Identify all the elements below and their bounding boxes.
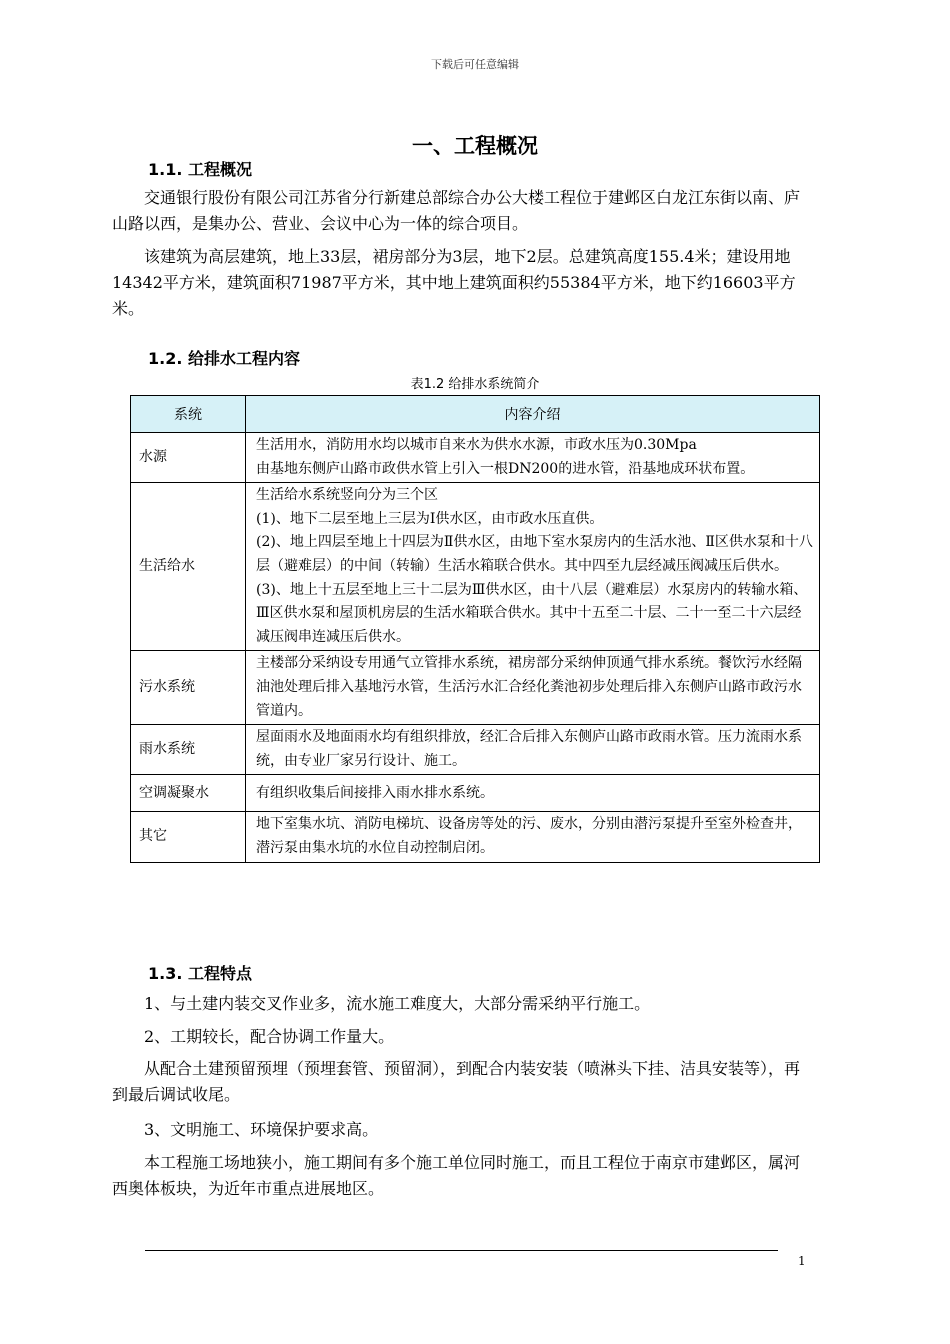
content-line: 生活给水系统竖向分为三个区 — [256, 487, 438, 504]
column-header-system: 系统 — [131, 396, 246, 433]
column-header-content: 内容介绍 — [246, 396, 820, 433]
table-row — [131, 725, 820, 775]
content-line: 有组织收集后间接排入雨水排水系统。 — [256, 784, 494, 801]
row-content — [246, 812, 820, 862]
table-row — [131, 812, 820, 862]
page-title: 一、工程概况 — [412, 134, 538, 158]
row-system-name: 污水系统 — [131, 651, 246, 725]
row-system-name: 生活给水 — [131, 483, 246, 651]
row-system-name: 水源 — [131, 433, 246, 483]
row-system-name: 雨水系统 — [131, 725, 246, 775]
section-1-3-paragraph-3: 从配合土建预留预埋（预埋套管、预留洞），到配合内装安装（喷淋头下挂、洁具安装等），再到最后调试收尾。 — [112, 1059, 801, 1104]
row-content — [246, 433, 820, 483]
content-line: 屋面雨水及地面雨水均有组织排放，经汇合后排入东侧庐山路市政雨水管。压力流雨水系统，由专业厂家另行设计、施工。 — [256, 729, 802, 769]
content-line: 生活用水，消防用水均以城市自来水为供水水源，市政水压为0.30Mpa — [256, 437, 697, 453]
row-content — [246, 483, 820, 651]
page-number: 1 — [798, 1254, 806, 1268]
section-1-2-heading: 1.2. 给排水工程内容 — [148, 349, 300, 368]
section-1-1-heading: 1.1. 工程概况 — [148, 160, 252, 179]
content-line: (3)、地上十五层至地上三十二层为Ⅲ供水区，由十八层（避难层）水泵房内的转输水箱、Ⅲ区供水泵和屋顶机房层的生活水箱联合供水。其中十五至二十层、二十一至二十六层经减压阀串连减压后供水。 — [256, 581, 808, 645]
content-line: (1)、地下二层至地上三层为Ⅰ供水区，由市政水压直供。 — [256, 510, 604, 527]
table-caption: 表1.2 给排水系统简介 — [410, 377, 540, 392]
content-line: 主楼部分采纳设专用通气立管排水系统，裙房部分采纳伸顶通气排水系统。餐饮污水经隔油池处理后排入基地污水管，生活污水汇合经化粪池初步处理后排入东侧庐山路市政污水管道内。 — [256, 655, 802, 719]
section-1-1-paragraph-2: 该建筑为高层建筑，地上33层，裙房部分为3层，地下2层。总建筑高度155.4米；建设用地14342平方米，建筑面积71987平方米，其中地上建筑面积约55384平方米，地下约16603平方米。 — [112, 247, 796, 318]
section-1-3-paragraph-1: 1、与土建内装交叉作业多，流水施工难度大，大部分需采纳平行施工。 — [144, 994, 651, 1013]
water-system-table — [130, 395, 820, 863]
footer-divider — [145, 1250, 778, 1251]
table-row — [131, 775, 820, 812]
content-line: (2)、地上四层至地上十四层为Ⅱ供水区，由地下室水泵房内的生活水池、Ⅱ区供水泵和十八层（避难层）的中间（转输）生活水箱联合供水。其中四至九层经减压阀减压后供水。 — [256, 534, 813, 574]
table-row — [131, 483, 820, 651]
section-1-3-paragraph-4: 3、文明施工、环境保护要求高。 — [144, 1120, 379, 1139]
section-1-3-heading: 1.3. 工程特点 — [148, 964, 252, 983]
row-content — [246, 725, 820, 775]
row-system-name: 空调凝聚水 — [131, 775, 246, 812]
row-system-name: 其它 — [131, 812, 246, 862]
content-line: 由基地东侧庐山路市政供水管上引入一根DN200的进水管，沿基地成环状布置。 — [256, 460, 755, 477]
row-content — [246, 775, 820, 812]
table-row — [131, 651, 820, 725]
section-1-3-paragraph-2: 2、工期较长，配合协调工作量大。 — [144, 1027, 395, 1046]
row-content — [246, 651, 820, 725]
table-row — [131, 433, 820, 483]
content-line: 地下室集水坑、消防电梯坑、设备房等处的污、废水，分别由潜污泵提升至室外检查井，潜污泵由集水坑的水位自动控制启闭。 — [256, 816, 802, 856]
header-note: 下载后可任意编辑 — [431, 58, 519, 71]
section-1-1-paragraph-1: 交通银行股份有限公司江苏省分行新建总部综合办公大楼工程位于建邺区白龙江东街以南、庐山路以西，是集办公、营业、会议中心为一体的综合项目。 — [112, 188, 801, 233]
section-1-3-paragraph-5: 本工程施工场地狭小，施工期间有多个施工单位同时施工，而且工程位于南京市建邺区，属河西奥体板块，为近年市重点进展地区。 — [112, 1153, 801, 1198]
